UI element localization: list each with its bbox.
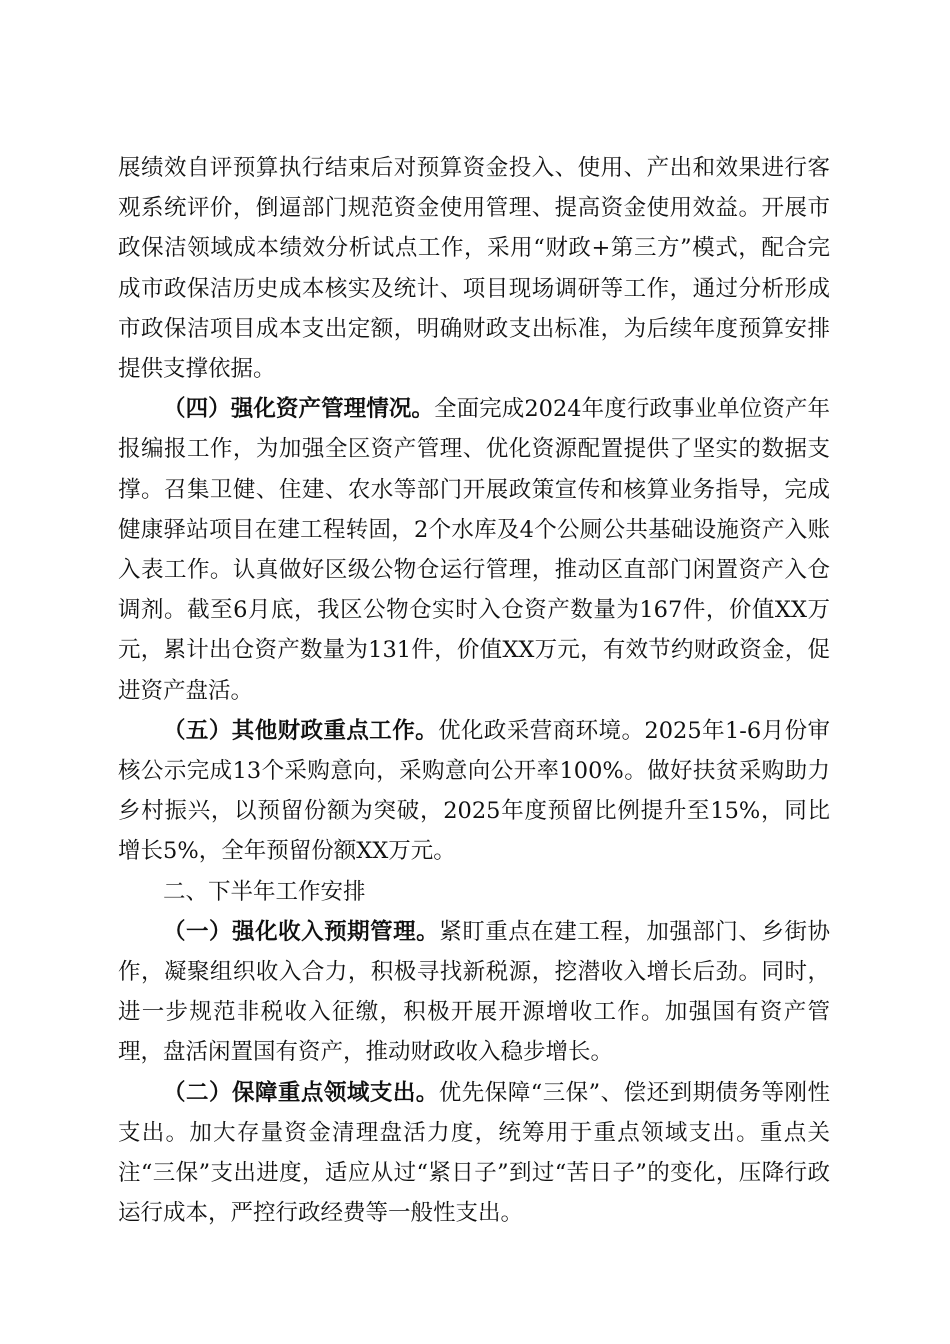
paragraph-text: 紧盯重点在建工程，加强部门、乡街协作，凝聚组织收入合力，积极寻找新税源，挖潜收入增长后劲。同时，进一步规范非税收入征缴，积极开展开源增收工作。加强国有资产管理，盘活闲置国有资产，推动财政收入稳步增长。 <box>118 918 830 1066</box>
paragraph-revenue-management <box>118 912 830 1073</box>
paragraph-lead: （一）强化收入预期管理。 <box>163 918 440 945</box>
paragraph-lead: （四）强化资产管理情况。 <box>163 396 434 423</box>
section-heading: 二、下半年工作安排 <box>163 878 366 905</box>
paragraph-asset-management <box>118 389 830 711</box>
paragraph-other-fiscal-work <box>118 711 830 872</box>
paragraph-lead: （五）其他财政重点工作。 <box>163 717 439 744</box>
paragraph-performance-evaluation <box>118 148 830 389</box>
document-page <box>118 148 830 1233</box>
paragraph-text: 优先保障“三保”、偿还到期债务等刚性支出。加大存量资金清理盘活力度，统筹用于重点领域支出。重点关注“三保”支出进度，适应从过“紧日子”到过“苦日子”的变化，压降行政运行成本，严控行政经费等一般性支出。 <box>118 1079 830 1227</box>
paragraph-text: 展绩效自评预算执行结束后对预算资金投入、使用、产出和效果进行客观系统评价，倒逼部门规范资金使用管理、提高资金使用效益。开展市政保洁领域成本绩效分析试点工作，采用“财政+第三方”模式，配合完成市政保洁历史成本核实及统计、项目现场调研等工作，通过分析形成市政保洁项目成本支出定额，明确财政支出标准，为后续年度预算安排提供支撑依据。 <box>118 155 830 383</box>
paragraph-key-expenditure <box>118 1073 830 1234</box>
paragraph-text: 全面完成2024年度行政事业单位资产年报编报工作，为加强全区资产管理、优化资源配置提供了坚实的数据支撑。召集卫健、住建、农水等部门开展政策宣传和核算业务指导，完成健康驿站项目在建工程转固，2个水库及4个公厕公共基础设施资产入账入表工作。认真做好区级公物仓运行管理，推动区直部门闲置资产入仓调剂。截至6月底，我区公物仓实时入仓资产数量为167件，价值XX万元，累计出仓资产数量为131件，价值XX万元，有效节约财政资金，促进资产盘活。 <box>118 396 830 704</box>
paragraph-lead: （二）保障重点领域支出。 <box>163 1079 439 1106</box>
paragraph-text: 优化政采营商环境。2025年1-6月份审核公示完成13个采购意向，采购意向公开率100%。做好扶贫采购助力乡村振兴，以预留份额为突破，2025年度预留比例提升至15%，同比增长5%，全年预留份额XX万元。 <box>118 717 830 865</box>
